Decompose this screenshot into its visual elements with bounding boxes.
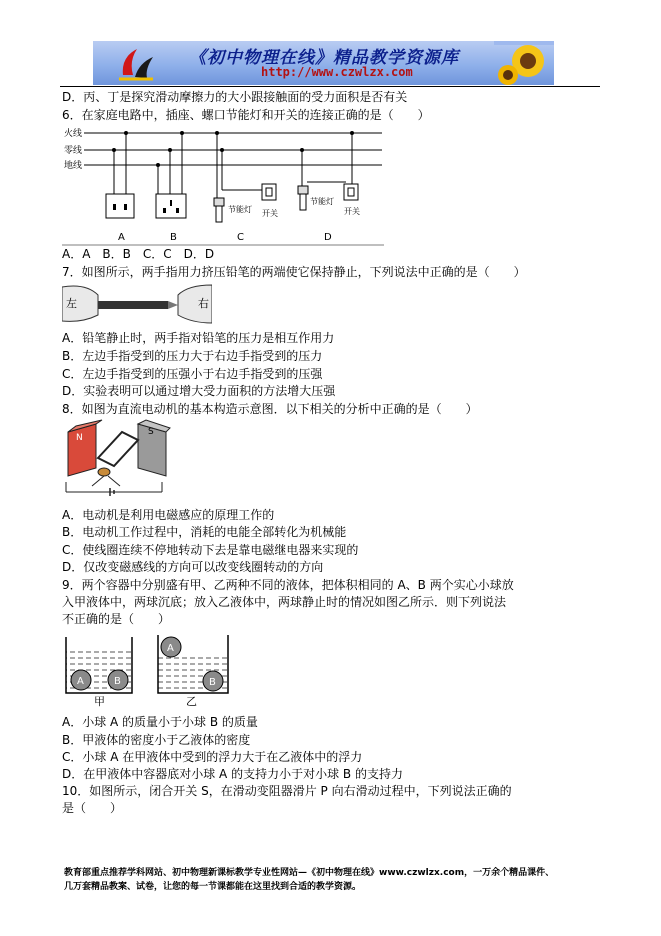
switch-label-c: 开关 <box>262 209 278 218</box>
q7-stem: 7．如图所示，两手指用力挤压铅笔的两端使它保持静止，下列说法中正确的是（ ） <box>62 265 526 279</box>
q9-option-b: B．甲液体的密度小于乙液体的密度 <box>62 733 251 747</box>
fig-label-a: A <box>118 232 125 243</box>
switch-label-d: 开关 <box>344 207 360 216</box>
q9-option-d: D．在甲液体中容器底对小球 A 的支持力小于对小球 B 的支持力 <box>62 767 403 781</box>
q6-stem: 6．在家庭电路中，插座、螺口节能灯和开关的连接正确的是（ ） <box>62 108 430 122</box>
q9-containers-figure <box>62 631 242 709</box>
q9-stem-line3: 不正确的是（ ） <box>62 612 171 626</box>
q5-option-d: D．丙、丁是探究滑动摩擦力的大小跟接触面的受力面积是否有关 <box>62 90 408 104</box>
lamp-label-c: 节能灯 <box>228 205 252 214</box>
banner-title: 《初中物理在线》精品教学资源库 <box>189 48 459 68</box>
q8-option-c: C．使线圈连续不停地转动下去是靠电磁继电器来实现的 <box>62 543 359 557</box>
lamp-switch-d <box>298 131 360 216</box>
socket-b <box>156 131 186 218</box>
pole-s-label: S <box>148 427 154 437</box>
q8-option-a: A．电动机是利用电磁感应的原理工作的 <box>62 508 275 522</box>
q7-option-b: B．左边手指受到的压力大于右边手指受到的压力 <box>62 349 323 363</box>
fig-label-d: D <box>324 232 332 243</box>
svg-text:B: B <box>209 677 216 688</box>
svg-text:A: A <box>167 643 174 654</box>
label-yi: 乙 <box>186 695 197 708</box>
wire-label-ground: 地线 <box>64 161 83 171</box>
wire-label-live: 火线 <box>64 129 83 139</box>
ball-a-yi <box>161 637 181 657</box>
q9-option-a: A．小球 A 的质量小于小球 B 的质量 <box>62 715 258 729</box>
footer-line1: 教育部重点推荐学科网站、初中物理新课标教学专业性网站—《初中物理在线》www.czwlzx.com，一万余个精品课件、 <box>64 868 555 878</box>
header-rule <box>60 86 600 87</box>
q7-pencil-figure <box>62 281 212 327</box>
q8-option-b: B．电动机工作过程中，消耗的电能全部转化为机械能 <box>62 525 347 539</box>
q10-stem-line2: 是（ ） <box>62 801 123 815</box>
ball-b-yi <box>203 671 223 691</box>
q6-options: A．A B．B C．C D．D <box>62 247 215 261</box>
lamp-label-d: 节能灯 <box>310 197 334 206</box>
fig-label-c: C <box>237 232 244 243</box>
q7-option-c: C．左边手指受到的压强小于右边手指受到的压强 <box>62 367 323 381</box>
header-banner <box>93 41 554 85</box>
label-jia: 甲 <box>94 695 105 708</box>
q8-motor-figure <box>62 418 172 498</box>
svg-text:B: B <box>114 676 121 687</box>
q6-circuit-figure <box>62 124 384 246</box>
fig-left-label: 左 <box>66 297 77 310</box>
wire-label-neutral: 零线 <box>64 146 83 156</box>
ball-b-jia <box>108 670 128 690</box>
q8-stem: 8．如图为直流电动机的基本构造示意图．以下相关的分析中正确的是（ ） <box>62 402 478 416</box>
q7-option-a: A．铅笔静止时，两手指对铅笔的压力是相互作用力 <box>62 331 335 345</box>
q9-stem-line2: 入甲液体中，两球沉底；放入乙液体中，两球静止时的情况如图乙所示．则下列说法 <box>62 595 507 609</box>
socket-a <box>106 131 134 218</box>
q9-stem-line1: 9．两个容器中分别盛有甲、乙两种不同的液体，把体积相同的 A、B 两个实心小球放 <box>62 578 514 592</box>
fig-right-label: 右 <box>198 297 209 310</box>
lamp-switch-c <box>214 131 278 222</box>
ball-a-jia <box>71 670 91 690</box>
sunflower-icon <box>494 41 554 85</box>
q7-option-d: D．实验表明可以通过增大受力面积的方法增大压强 <box>62 384 336 398</box>
footer-line2: 几万套精品教案、试卷，让您的每一节课都能在这里找到合适的教学资源。 <box>64 882 362 892</box>
pole-n-label: N <box>76 433 83 443</box>
q10-stem-line1: 10．如图所示，闭合开关 S，在滑动变阻器滑片 P 向右滑动过程中，下列说法正确的 <box>62 784 512 798</box>
banner-url[interactable]: http://www.czwlzx.com <box>261 65 413 79</box>
q8-option-d: D．仅改变磁感线的方向可以改变线圈转动的方向 <box>62 560 324 574</box>
site-logo-icon <box>115 45 157 81</box>
q9-option-c: C．小球 A 在甲液体中受到的浮力大于在乙液体中的浮力 <box>62 750 363 764</box>
fig-label-b: B <box>170 232 177 243</box>
svg-text:A: A <box>77 676 84 687</box>
